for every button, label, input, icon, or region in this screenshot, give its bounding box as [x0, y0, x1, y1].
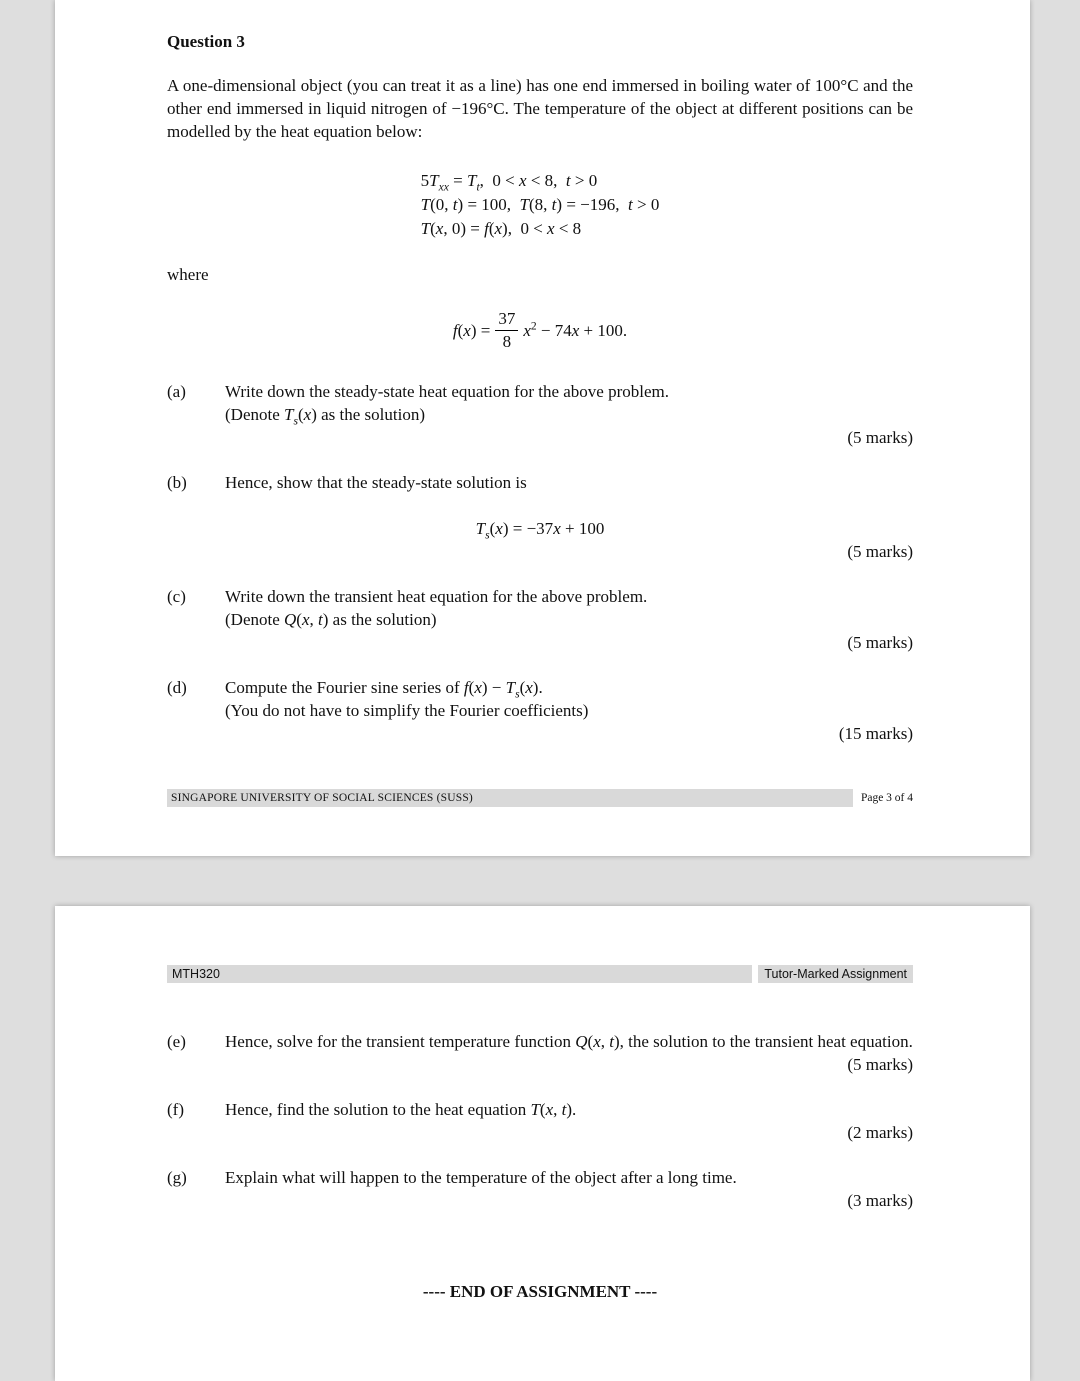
part-f-text — [225, 1098, 913, 1121]
part-a-label: (a) — [167, 382, 186, 401]
part-d-label: (d) — [167, 678, 187, 697]
part-f-line1: Hence, find the solution to the heat equation T(x, t). — [225, 1100, 577, 1119]
intro-paragraph: A one-dimensional object (you can treat it as a line) has one end immersed in boiling water of 100°C and the other end immersed in liquid nitrogen of −196°C. The temperature of the object at different positions can be modelled by the heat equation below: — [167, 76, 913, 141]
where-label: where — [167, 265, 209, 284]
page-header — [167, 965, 913, 983]
end-of-assignment: ---- END OF ASSIGNMENT ---- — [422, 1282, 658, 1301]
part-d-marks: (15 marks) — [838, 724, 913, 743]
part-f — [167, 1098, 913, 1121]
part-e-marks: (5 marks) — [847, 1055, 913, 1074]
part-c-marks: (5 marks) — [847, 633, 913, 652]
page-3-content — [55, 0, 1030, 745]
fraction-numerator: 37 — [498, 308, 516, 328]
part-g-text — [225, 1166, 913, 1189]
page-4-content — [55, 983, 1030, 1303]
part-c-text — [225, 585, 913, 631]
university-label: SINGAPORE UNIVERSITY OF SOCIAL SCIENCES (SUSS) — [167, 789, 853, 807]
part-e-label: (e) — [167, 1032, 186, 1051]
part-g-label: (g) — [167, 1168, 187, 1187]
fraction-denominator: 8 — [495, 330, 518, 352]
part-c — [167, 585, 913, 631]
part-e — [167, 1030, 913, 1053]
document-page-4 — [55, 906, 1030, 1381]
document-page-3 — [55, 0, 1030, 856]
fx-equation — [167, 306, 913, 354]
part-g — [167, 1166, 913, 1189]
part-c-line1: Write down the transient heat equation for the above problem. — [225, 587, 648, 606]
part-b — [167, 471, 913, 494]
part-e-text — [225, 1030, 913, 1053]
part-b-label: (b) — [167, 473, 187, 492]
fx-lhs: f(x) = — [452, 320, 491, 340]
part-e-line1: Hence, solve for the transient temperature function Q(x, t), the solution to the transient heat equation. — [225, 1032, 913, 1051]
part-f-marks: (2 marks) — [847, 1123, 913, 1142]
page-footer — [167, 789, 913, 807]
assignment-type: Tutor-Marked Assignment — [758, 965, 913, 983]
part-a-line2: (Denote $T_s(x)$ as the solution) — [225, 405, 425, 428]
page-number: Page 3 of 4 — [860, 792, 913, 804]
heat-equation-lines — [421, 169, 660, 241]
part-g-line1: Explain what will happen to the temperature of the object after a long time. — [225, 1168, 737, 1187]
pde-line: $5T_{xx} = T_t$, 0 < x < 8, t > 0 — [420, 171, 598, 194]
part-a-line1: Write down the steady-state heat equation for the above problem. — [225, 382, 669, 401]
part-b-text — [225, 471, 913, 494]
part-d-line1: Compute the Fourier sine series of $f(x) - T_s(x)$. — [225, 678, 543, 701]
course-code: MTH320 — [167, 965, 752, 983]
part-d-text — [225, 676, 913, 722]
part-c-label: (c) — [167, 587, 186, 606]
heat-equation-system — [167, 169, 913, 241]
part-a — [167, 380, 913, 426]
initial-condition-line: T(x, 0) = f(x), 0 < x < 8 — [420, 219, 582, 238]
steady-state-solution-equation: $T_s(x) = -37x + 100$ — [475, 519, 605, 542]
part-b-marks: (5 marks) — [847, 542, 913, 561]
part-b-line1: Hence, show that the steady-state solution is — [225, 473, 527, 492]
part-a-marks: (5 marks) — [847, 428, 913, 447]
part-a-text — [225, 380, 913, 426]
part-g-marks: (3 marks) — [847, 1191, 913, 1210]
fraction — [495, 309, 518, 351]
boundary-condition-line: T(0, t) = 100, T(8, t) = −196, t > 0 — [420, 195, 660, 214]
part-d — [167, 676, 913, 722]
part-f-label: (f) — [167, 1100, 184, 1119]
part-c-line2: (Denote Q(x, t) as the solution) — [225, 610, 437, 629]
fx-rhs: $x^2 - 74x + 100$. — [523, 318, 628, 340]
part-d-line2: (You do not have to simplify the Fourier coefficients) — [225, 701, 589, 720]
question-title: Question 3 — [167, 32, 245, 51]
